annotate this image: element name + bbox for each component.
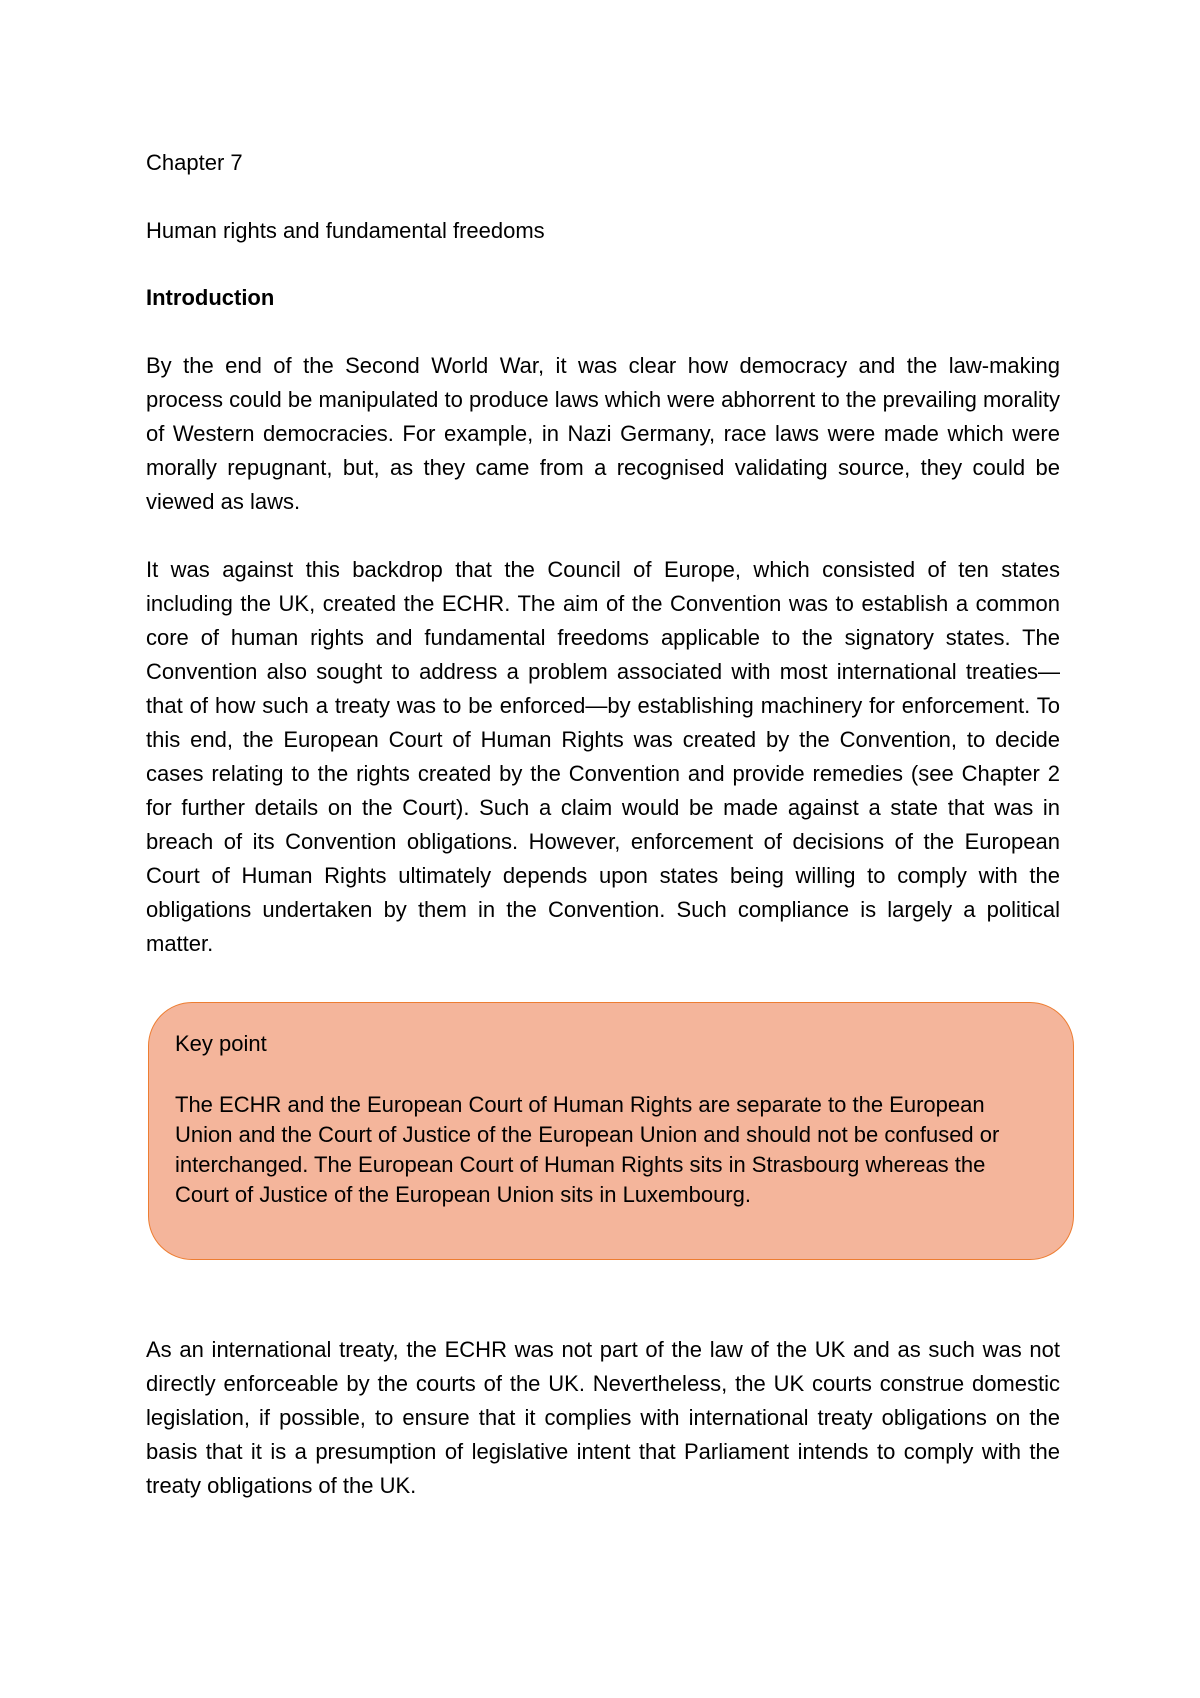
body-paragraph-1: By the end of the Second World War, it was clear how democracy and the law-making process could be manipulated to produce laws which were abhorrent to the prevailing morality of Western democracies. For example, in Nazi Germany, race laws were made which were morally repugnant, but, as they came from a recognised validating source, they could be viewed as laws. xyxy=(146,353,1060,514)
key-point-callout xyxy=(148,1002,1074,1260)
chapter-label: Chapter 7 xyxy=(146,150,243,175)
key-point-label: Key point xyxy=(175,1031,267,1056)
key-point-text: The ECHR and the European Court of Human Rights are separate to the European Union and the Court of Justice of the European Union and should not be confused or interchanged. The European Court of Human Rights sits in Strasbourg whereas the Court of Justice of the European Union sits in Luxembourg. xyxy=(175,1092,1000,1207)
section-heading: Introduction xyxy=(146,285,275,310)
body-paragraph-3: As an international treaty, the ECHR was not part of the law of the UK and as such was not directly enforceable by the courts of the UK. Nevertheless, the UK courts construe domestic legislation, if possible, to ensure that it complies with international treaty obligations on the basis that it is a presumption of legislative intent that Parliament intends to comply with the treaty obligations of the UK. xyxy=(146,1337,1060,1498)
body-paragraph-2: It was against this backdrop that the Council of Europe, which consisted of ten states including the UK, created the ECHR. The aim of the Convention was to establish a common core of human rights and fundamental freedoms applicable to the signatory states. The Convention also sought to address a problem associated with most international treaties—that of how such a treaty was to be enforced—by establishing machinery for enforcement. To this end, the European Court of Human Rights was created by the Convention, to decide cases relating to the rights created by the Convention and provide remedies (see Chapter 2 for further details on the Court). Such a claim would be made against a state that was in breach of its Convention obligations. However, enforcement of decisions of the European Court of Human Rights ultimately depends upon states being willing to comply with the obligations undertaken by them in the Convention. Such compliance is largely a political matter. xyxy=(146,557,1060,956)
chapter-title: Human rights and fundamental freedoms xyxy=(146,218,545,243)
